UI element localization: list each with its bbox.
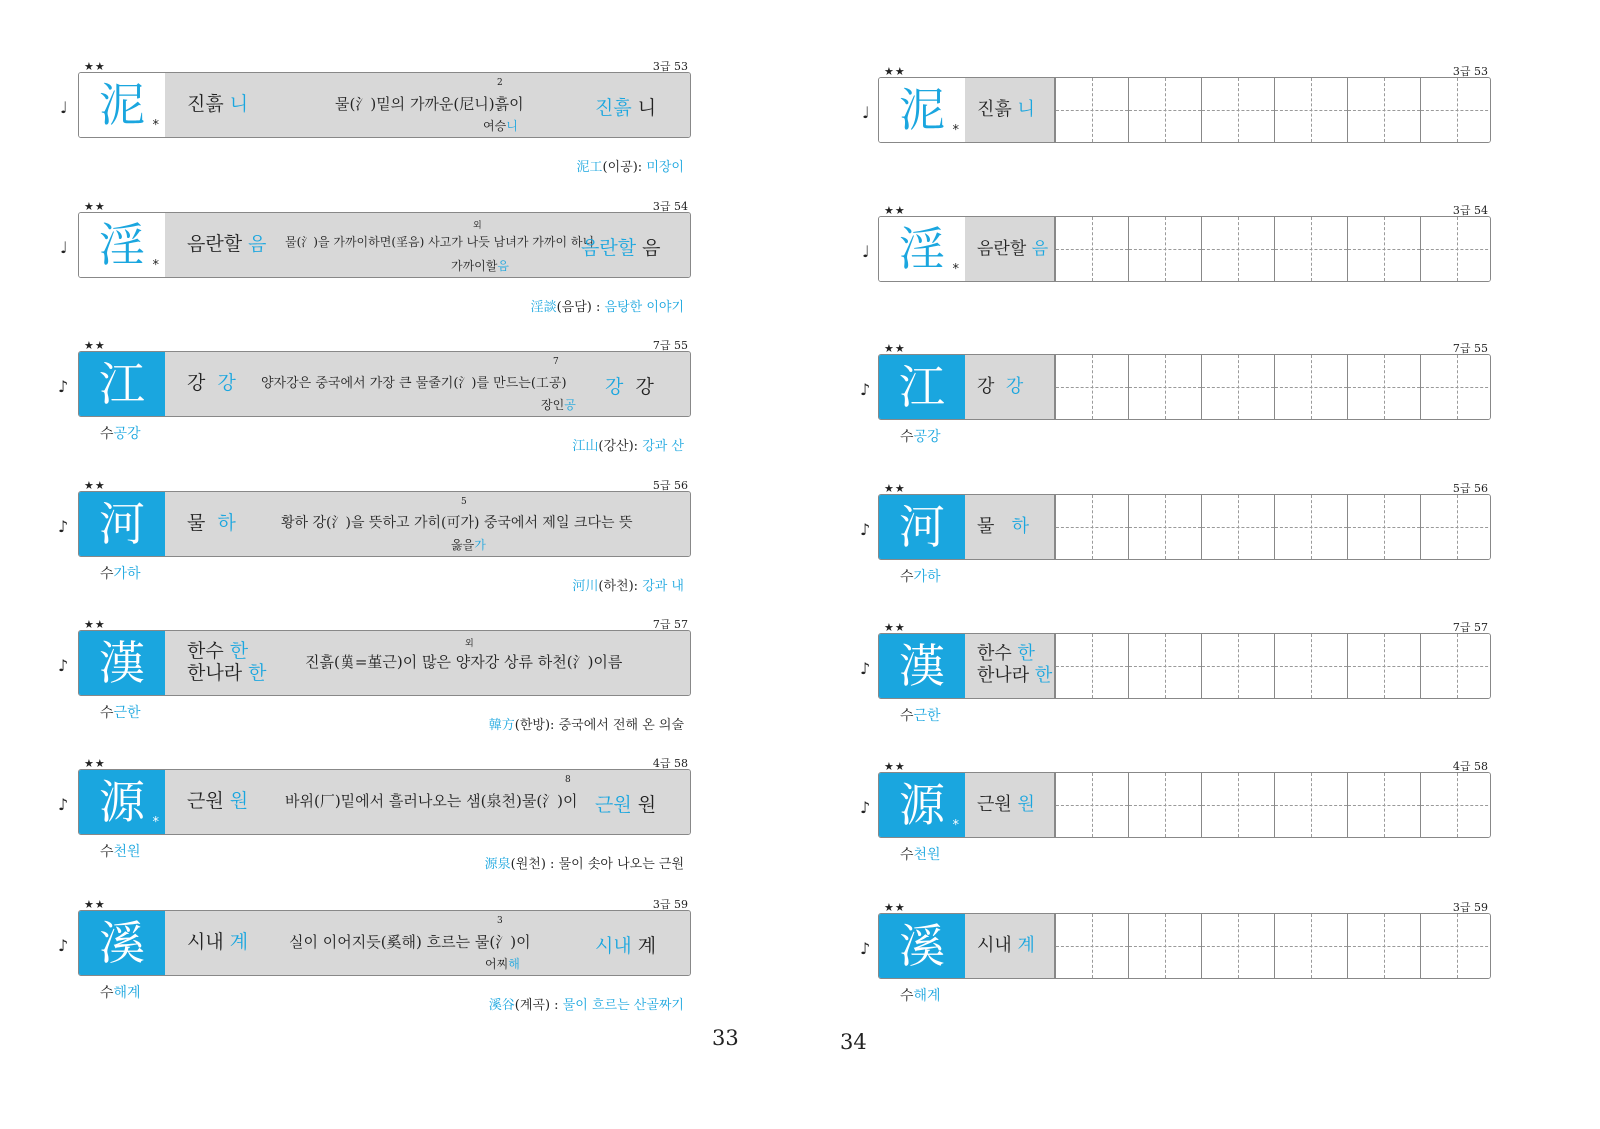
meaning-box: 강 강 [965,355,1054,419]
hanja-box [879,914,965,978]
example-word: 溪谷(계곡) : 물이 흐르는 산골짜기 [488,998,684,1013]
hanja-box [79,73,166,137]
writing-grid[interactable] [1054,217,1490,281]
meaning: 물 하 [187,512,236,534]
page-number: 33 [712,1026,739,1050]
entry-bar [78,351,691,417]
example-word: 源泉(원천) : 물이 솟아 나오는 근원 [484,857,684,872]
black-note-icon: ♪ [58,936,69,955]
black-note-icon: ♪ [860,520,871,539]
stroke-number: 2 [497,78,503,88]
mnemonic-text: 실이 이어지듯(奚해) 흐르는 물(氵)이 [289,933,531,951]
asterisk-icon: * [152,815,159,830]
phonetic-group: 수공강 [900,429,941,445]
meaning-box: 음란할 음 [965,217,1054,281]
black-note-icon: ♪ [860,659,871,678]
component-meaning: 어찌해 [485,957,520,971]
grade-label: 3급 53 [652,60,688,73]
asterisk-icon: * [152,258,159,273]
black-note-icon: ♪ [860,380,871,399]
phonetic-group: 수천원 [100,844,141,860]
difficulty-stars: ★★ [884,621,906,634]
hanja-char: 泥 [899,83,945,137]
practice-bar [878,216,1491,282]
hanja-char: 源 [899,778,945,832]
example-word: 河川(하천): 강과 내 [572,579,684,594]
stroke-number: 외 [465,639,474,649]
meaning-box: 근원 원 [965,773,1054,837]
hanja-char: 溪 [899,919,945,973]
mnemonic-text: 물(氵)밑의 가까운(尼니)흙이 [335,95,524,113]
grade-label: 7급 57 [1452,621,1488,634]
mnemonic-text: 황하 강(氵)을 뜻하고 가히(可가) 중국에서 제일 크다는 뜻 [281,515,633,531]
grade-label: 4급 58 [1452,760,1488,773]
grade-label: 3급 59 [1452,901,1488,914]
writing-grid[interactable] [1054,634,1490,698]
practice-entry-won [800,760,1600,912]
entry-gye [0,898,800,1050]
phonetic-group: 수해계 [900,988,941,1004]
explanation-area [165,911,690,975]
entry-bar [78,769,691,835]
phonetic-group: 수해계 [100,985,141,1001]
entry-bar [78,630,691,696]
explanation-area [165,213,690,277]
hanja-box [79,770,165,834]
stroke-number: 3 [497,916,503,926]
grade-label: 3급 54 [652,200,688,213]
meaning-repeat: 진흙 니 [595,97,657,119]
explanation-area [165,631,690,695]
practice-entry-gang [800,342,1600,494]
asterisk-icon: * [952,262,959,277]
entry-bar [78,72,691,138]
writing-grid[interactable] [1054,355,1490,419]
hanja-char: 漢 [99,636,145,690]
difficulty-stars: ★★ [884,342,906,355]
phonetic-group: 수근한 [100,705,141,721]
hanja-box [879,355,965,419]
grade-label: 4급 58 [652,757,688,770]
difficulty-stars: ★★ [884,65,906,78]
difficulty-stars: ★★ [84,898,106,911]
hanja-char: 江 [899,360,945,414]
meaning-box: 물 하 [965,495,1054,559]
meaning: 진흙 니 [187,93,249,115]
asterisk-icon: * [952,818,959,833]
explanation-area [165,492,690,556]
difficulty-stars: ★★ [84,757,106,770]
difficulty-stars: ★★ [84,479,106,492]
hanja-box [879,495,965,559]
component-meaning: 장인공 [541,398,576,412]
hanja-box [879,773,965,837]
phonetic-group: 수가하 [900,569,941,585]
meaning-repeat: 강 강 [605,376,654,398]
black-note-icon: ♪ [860,798,871,817]
meaning: 근원 원 [187,790,249,812]
practice-bar [878,913,1491,979]
difficulty-stars: ★★ [84,200,106,213]
entry-eum [0,200,800,352]
meaning-box: 한수 한 한나라 한 [965,634,1054,698]
grade-label: 3급 54 [1452,204,1488,217]
stroke-number: 5 [461,497,467,507]
difficulty-stars: ★★ [884,760,906,773]
explanation-area [165,352,690,416]
hanja-box [79,631,165,695]
hanja-box [879,217,966,281]
practice-entry-han [800,621,1600,773]
component-meaning: 옳을가 [451,538,486,552]
hanja-char: 源 [99,775,145,829]
hanja-box [879,634,965,698]
component-meaning: 여승니 [483,119,518,133]
right-page [800,0,1600,1129]
practice-entry-ha [800,482,1600,634]
meaning: 한수 한 한나라 한 [187,640,267,684]
entry-nee [0,60,800,212]
mnemonic-text: 양자강은 중국에서 가장 큰 물줄기(氵)를 만드는(工공) [261,376,567,391]
hanja-char: 河 [99,497,145,551]
hanja-char: 泥 [99,78,145,132]
writing-grid[interactable] [1054,78,1490,142]
writing-grid[interactable] [1054,495,1490,559]
meaning-box: 시내 계 [965,914,1054,978]
black-note-icon: ♪ [58,656,69,675]
hanja-char: 淫 [899,222,945,276]
hanja-box [79,213,166,277]
phonetic-group: 수천원 [900,847,941,863]
meaning-repeat: 음란할 음 [581,237,661,259]
entry-ha [0,479,800,631]
stroke-number: 8 [565,775,571,785]
asterisk-icon: * [152,118,159,133]
phonetic-group: 수가하 [100,566,141,582]
black-note-icon: ♪ [58,795,69,814]
mnemonic-text: 진흙(𦰩=堇근)이 많은 양자강 상류 하천(氵)이름 [305,653,623,671]
hanja-char: 淫 [99,218,145,272]
entry-bar [78,491,691,557]
example-word: 江山(강산): 강과 산 [572,439,684,454]
grade-label: 7급 57 [652,618,688,631]
meaning-repeat: 시내 계 [595,935,657,957]
difficulty-stars: ★★ [884,482,906,495]
white-note-icon: ♩ [60,98,68,117]
page-number: 34 [840,1030,867,1054]
practice-bar [878,494,1491,560]
difficulty-stars: ★★ [884,901,906,914]
hanja-char: 河 [899,500,945,554]
writing-grid[interactable] [1054,773,1490,837]
meaning: 강 강 [187,372,236,394]
white-note-icon: ♩ [862,103,870,122]
meaning: 시내 계 [187,931,249,953]
hanja-box [79,911,165,975]
mnemonic-text: 바위(厂)밑에서 흘러나오는 샘(泉천)물(氵)이 [285,792,578,810]
explanation-area [165,770,690,834]
hanja-char: 溪 [99,916,145,970]
phonetic-group: 수근한 [900,708,941,724]
hanja-box [79,352,165,416]
asterisk-icon: * [952,123,959,138]
entry-bar [78,212,691,278]
mnemonic-text: 물(氵)을 가까이하면(㸒음) 사고가 나듯 남녀가 가까이 하니 [285,235,595,249]
practice-bar [878,77,1491,143]
stroke-number: 7 [553,357,559,367]
practice-bar [878,354,1491,420]
grade-label: 5급 56 [1452,482,1488,495]
entry-bar [78,910,691,976]
practice-bar [878,772,1491,838]
practice-entry-eum [800,204,1600,356]
practice-bar [878,633,1491,699]
meaning-box: 진흙 니 [965,78,1054,142]
black-note-icon: ♪ [58,517,69,536]
difficulty-stars: ★★ [84,60,106,73]
example-word: 淫談(음담) : 음탕한 이야기 [530,300,684,315]
entry-han [0,618,800,770]
example-word: 泥工(이공): 미장이 [576,160,684,175]
white-note-icon: ♩ [862,242,870,261]
meaning: 음란할 음 [187,233,267,255]
hanja-char: 漢 [899,639,945,693]
component-meaning: 가까이할음 [451,259,509,273]
meaning-repeat: 근원 원 [595,794,657,816]
black-note-icon: ♪ [860,939,871,958]
grade-label: 5급 56 [652,479,688,492]
phonetic-group: 수공강 [100,426,141,442]
practice-entry-nee [800,65,1600,217]
grade-label: 7급 55 [1452,342,1488,355]
black-note-icon: ♪ [58,377,69,396]
entry-won [0,757,800,909]
example-word: 韓方(한방): 중국에서 전해 온 의술 [488,718,684,733]
hanja-box [79,492,165,556]
difficulty-stars: ★★ [84,618,106,631]
difficulty-stars: ★★ [84,339,106,352]
practice-entry-gye [800,901,1600,1053]
grade-label: 7급 55 [652,339,688,352]
hanja-char: 江 [99,357,145,411]
stroke-number: 외 [473,221,482,231]
grade-label: 3급 53 [1452,65,1488,78]
grade-label: 3급 59 [652,898,688,911]
entry-gang [0,339,800,491]
hanja-box [879,78,966,142]
writing-grid[interactable] [1054,914,1490,978]
explanation-area [165,73,690,137]
white-note-icon: ♩ [60,238,68,257]
difficulty-stars: ★★ [884,204,906,217]
